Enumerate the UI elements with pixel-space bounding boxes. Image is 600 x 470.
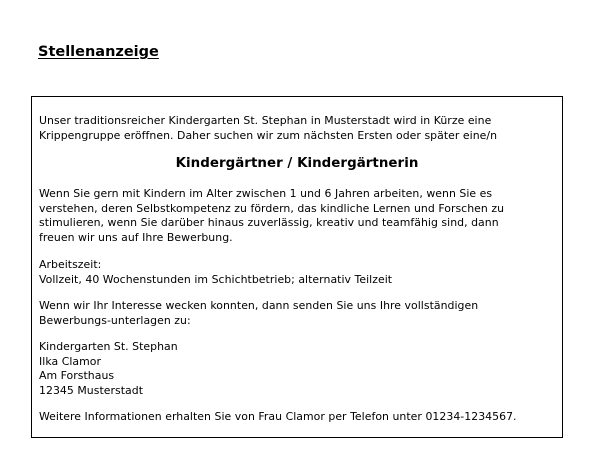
address-line: Am Forsthaus (39, 369, 115, 383)
page-heading: Stellenanzeige (38, 44, 159, 60)
application-request-paragraph (39, 299, 478, 328)
description-line: freuen wir uns auf Ihre Bewerbung. (39, 230, 233, 244)
description-line: Wenn Sie gern mit Kindern im Alter zwischen 1 und 6 Jahren arbeiten, wenn Sie es (39, 187, 493, 200)
contact-info: Weitere Informationen erhalten Sie von Frau Clamor per Telefon unter 01234-1234567. (39, 410, 517, 423)
address-block (39, 340, 178, 398)
address-line: Ilka Clamor (39, 354, 101, 368)
application-request-line: Wenn wir Ihr Interesse wecken konnten, dann senden Sie uns Ihre vollständigen (39, 299, 479, 312)
intro-line: Krippengruppe eröffnen. Daher suchen wir zum nächsten Ersten oder später eine/n (39, 128, 498, 142)
working-time-section (39, 258, 392, 287)
job-title: Kindergärtner / Kindergärtnerin (175, 156, 419, 171)
description-line: verstehen, deren Selbstkompetenz zu fördern, das kindliche Lernen und Forschen zu (39, 201, 505, 215)
job-ad-box (31, 96, 563, 438)
working-time-value: Vollzeit, 40 Wochenstunden im Schichtbetrieb; alternativ Teilzeit (39, 272, 393, 286)
intro-paragraph (39, 114, 497, 143)
address-line: Kindergarten St. Stephan (39, 340, 178, 353)
description-paragraph (39, 187, 504, 245)
intro-line: Unser traditionsreicher Kindergarten St. Stephan in Musterstadt wird in Kürze eine (39, 114, 492, 127)
address-line: 12345 Musterstadt (39, 383, 144, 397)
description-line: stimulieren, wenn Sie darüber hinaus zuverlässig, kreativ und teamfähig sind, dann (39, 216, 499, 230)
application-request-line: Bewerbungs-unterlagen zu: (39, 313, 191, 327)
working-time-label: Arbeitszeit: (39, 258, 102, 271)
